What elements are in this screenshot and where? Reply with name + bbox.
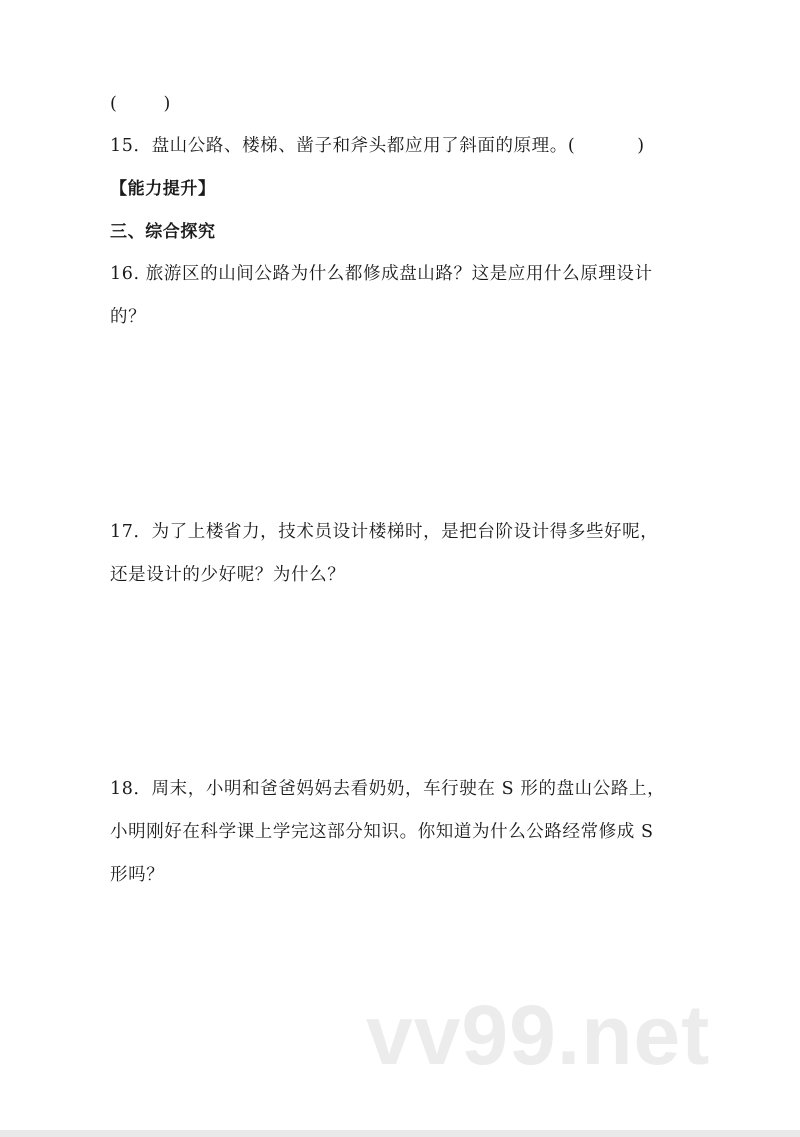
question-15-close-paren: ) — [637, 136, 645, 156]
question-15-text: 15．盘山公路、楼梯、凿子和斧头都应用了斜面的原理。( — [110, 136, 576, 156]
question-17-line-1: 17．为了上楼省力，技术员设计楼梯时，是把台阶设计得多些好呢， — [110, 522, 659, 542]
watermark: vv99.net — [366, 988, 711, 1082]
question-16-line-2: 的？ — [110, 307, 147, 327]
question-18-line-3: 形吗？ — [110, 865, 165, 885]
question-18-line-2: 小明刚好在科学课上学完这部分知识。你知道为什么公路经常修成 S — [110, 822, 654, 842]
q14-answer-blank — [110, 92, 171, 116]
question-17-line-2: 还是设计的少好呢？为什么？ — [110, 565, 346, 585]
question-18-line-1: 18．周末，小明和爸爸妈妈去看奶奶，车行驶在 S 形的盘山公路上， — [110, 779, 666, 799]
question-16-line-1: 16. 旅游区的山间公路为什么都修成盘山路？这是应用什么原理设计 — [110, 264, 653, 284]
close-paren: ) — [163, 94, 171, 114]
section-heading-ability: 【能力提升】 — [110, 179, 216, 199]
page-bottom-edge — [0, 1130, 800, 1137]
open-paren: ( — [110, 94, 118, 114]
section-heading-three: 三、综合探究 — [110, 222, 216, 242]
question-15 — [110, 134, 645, 158]
